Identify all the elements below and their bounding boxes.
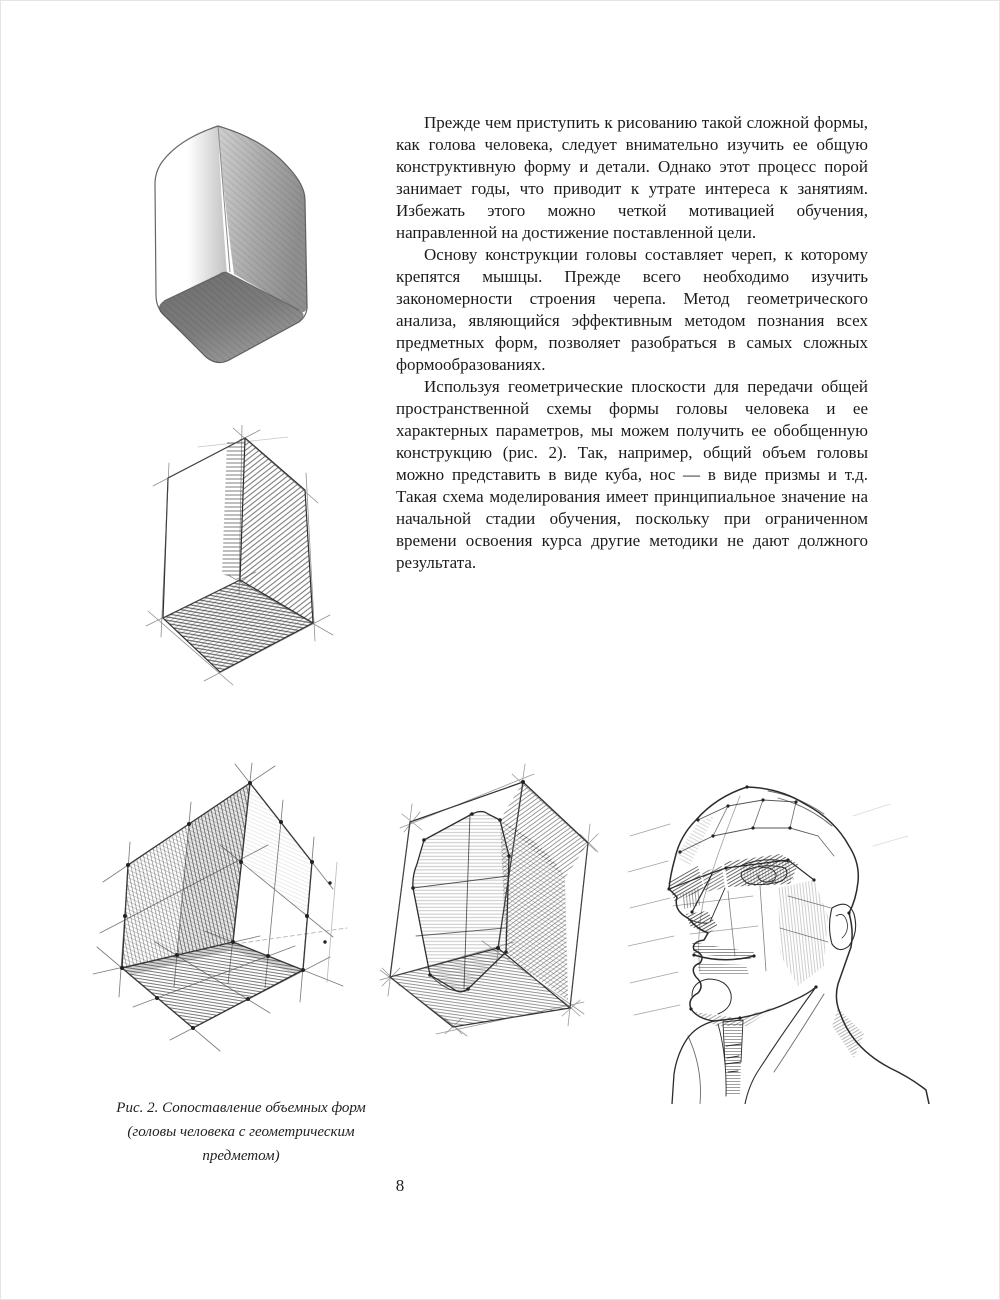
cube-grid-drawing [85, 762, 385, 1092]
paragraph-1: Прежде чем приступить к рисованию такой сложной формы, как голова человека, следует внимательно изучить ее общую конструктивную форму и детали. Однако этот процесс порой занимает годы, что приводит к утрате интереса к занятиям. Избежать этого можно четкой мотивацией обучения, направленной на достижение поставленной цели. [396, 113, 868, 242]
rounded-block-drawing [135, 112, 325, 372]
head-in-cube-drawing [372, 756, 652, 1090]
body-text [396, 112, 868, 574]
figure-caption-line-2: (головы человека с геометрическим [127, 1124, 355, 1140]
figure-caption-line-1: Рис. 2. Сопоставление объемных форм [116, 1100, 366, 1116]
paragraph-2: Основу конструкции головы составляет череп, к которому крепятся мышцы. Прежде всего необходимо изучить закономерности строения черепа. Метод геометрического анализа, являющийся эффективным методом познания всех предметных форм, позволяет разобраться в самых сложных формообразованиях. [396, 245, 868, 374]
page-number: 8 [395, 1176, 405, 1195]
figure-caption-line-3: предметом) [202, 1148, 280, 1164]
faceted-head-drawing [628, 756, 938, 1104]
hatched-cube-drawing [138, 425, 348, 695]
figure-caption [95, 1096, 387, 1168]
paragraph-3: Используя геометрические плоскости для передачи общей пространственной схемы формы головы человека и ее характерных параметров, мы можем получить ее обобщенную конструкцию (рис. 2). Так, например, общий объем головы можно представить в виде куба, нос — в виде призмы и т.д. Такая схема моделирования имеет принципиальное значение на начальной стадии обучения, поскольку при ограниченном времени освоения курса другие методики не дают должного результата. [396, 377, 868, 572]
